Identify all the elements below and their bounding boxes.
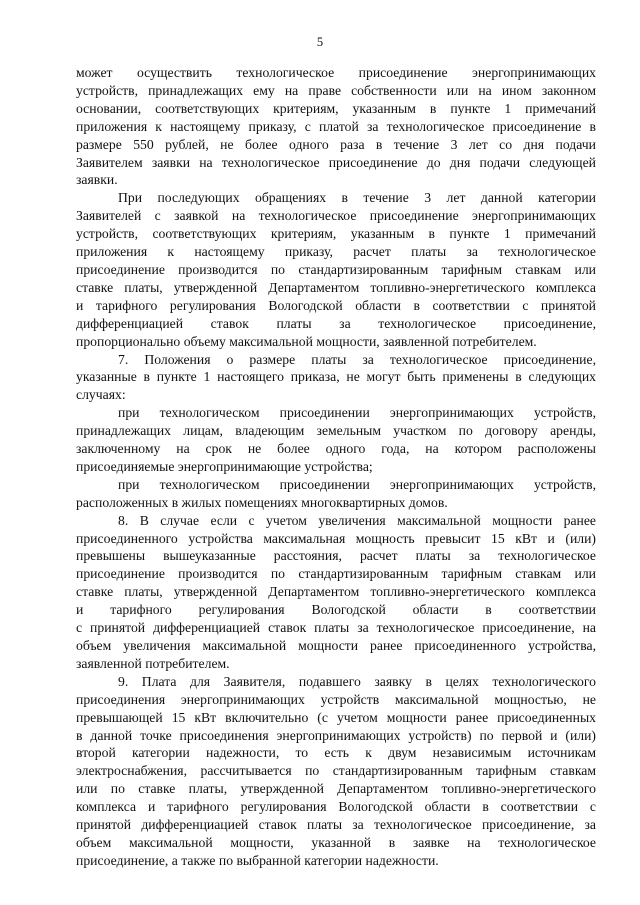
paragraph-repeat-requests: [76, 189, 596, 350]
text-line: ставке платы, утвержденной Департаментом топливно-энергетического комплекса: [76, 584, 596, 600]
text-line: присоединенного устройства максимальная мощность превысит 15 кВт и (или): [76, 530, 596, 546]
text-line: устройств, соответствующих критериям, указанным в пункте 1 примечаний: [76, 226, 596, 242]
text-line: 9. Плата для Заявителя, подавшего заявку в целях технологического: [118, 673, 596, 689]
text-line: указанные в пункте 1 настоящего приказа, не могут быть применены в следующих: [76, 369, 596, 385]
text-line: второй категории надежности, то есть к двум независимым источникам: [76, 745, 596, 761]
text-line: пропорционально объему максимальной мощности, заявленной потребителем.: [76, 333, 537, 349]
text-line: заявки.: [76, 172, 118, 188]
text-line: и тарифного регулирования Вологодской области в соответствии: [76, 602, 596, 618]
text-line: присоединяемые энергопринимающие устройства;: [76, 458, 373, 474]
text-line: принятой дифференциацией ставок платы за технологическое присоединение, за: [76, 817, 596, 833]
text-line: 7. Положения о размере платы за технологическое присоединение,: [118, 351, 596, 367]
text-line: или по ставке платы, утвержденной Департаментом топливно-энергетического: [76, 781, 596, 797]
text-line: комплекса и тарифного регулирования Вологодской области в соответствии с: [76, 799, 596, 815]
text-line: присоединение производится по стандартизированным тарифным ставкам или: [76, 566, 596, 582]
paragraph-item-7: [76, 351, 596, 405]
text-line: с принятой дифференциацией ставок платы за технологическое присоединение, на: [76, 620, 596, 636]
text-line: может осуществить технологическое присоединение энергопринимающих: [76, 65, 596, 80]
text-line: дифференциацией ставок платы за технологическое присоединение,: [76, 315, 596, 331]
paragraph-lease-case: [76, 404, 596, 476]
text-line: Заявителей с заявкой на технологическое присоединение энергопринимающих: [76, 208, 596, 224]
text-line: основании, соответствующих критериям, указанным в пункте 1 примечаний: [76, 100, 596, 116]
text-line: Заявителем заявки на технологическое присоединение до дня подачи следующей: [76, 154, 596, 170]
text-line: случаях:: [76, 387, 126, 403]
paragraph-item-9: [76, 673, 596, 870]
text-line: электроснабжения, рассчитывается по стандартизированным тарифным ставкам: [76, 763, 596, 779]
text-line: объем максимальной мощности, указанной в заявке на технологическое: [76, 834, 596, 850]
text-line: при технологическом присоединении энергопринимающих устройств,: [118, 476, 596, 492]
text-line: приложения к настоящему приказу, с платой за технологическое присоединение в: [76, 118, 596, 134]
text-line: присоединения энергопринимающих устройств максимальной мощностью, не: [76, 691, 596, 707]
text-line: превышающей 15 кВт включительно (с учетом мощности ранее присоединенных: [76, 709, 596, 725]
text-line: при технологическом присоединении энергопринимающих устройств,: [118, 405, 596, 421]
paragraph-item-8: [76, 512, 596, 673]
text-line: размере 550 рублей, не более одного раза в течение 3 лет со дня подачи: [76, 136, 596, 152]
text-line: и тарифного регулирования Вологодской области в соответствии с принятой: [76, 297, 596, 313]
text-line: При последующих обращениях в течение 3 лет данной категории: [118, 190, 596, 206]
text-line: приложения к настоящему приказу, расчет платы за технологическое: [76, 244, 596, 260]
text-line: ставке платы, утвержденной Департаментом топливно-энергетического комплекса: [76, 279, 596, 295]
paragraph-continuation: [76, 64, 596, 189]
text-line: устройств, принадлежащих ему на праве собственности или на ином законном: [76, 82, 596, 98]
text-line: присоединение, а также по выбранной категории надежности.: [76, 852, 439, 868]
text-line: заявленной потребителем.: [76, 655, 230, 671]
text-line: принадлежащих лицам, владеющим земельным участком по договору аренды,: [76, 423, 596, 439]
text-line: в данной точке присоединения энергопринимающих устройств) по первой и (или): [76, 727, 596, 743]
text-line: присоединение производится по стандартизированным тарифным ставкам или: [76, 261, 596, 277]
document-body: [76, 64, 596, 870]
text-line: объем увеличения максимальной мощности ранее присоединенного устройства,: [76, 638, 596, 653]
text-line: превышены вышеуказанные расстояния, расчет платы за технологическое: [76, 548, 596, 564]
text-line: заключенному на срок не более одного года, на котором расположены: [76, 441, 596, 457]
text-line: 8. В случае если с учетом увеличения максимальной мощности ранее: [118, 512, 596, 528]
paragraph-apartment-case: [76, 476, 596, 512]
text-line: расположенных в жилых помещениях многоквартирных домов.: [76, 494, 448, 510]
page-number: 5: [316, 35, 324, 49]
